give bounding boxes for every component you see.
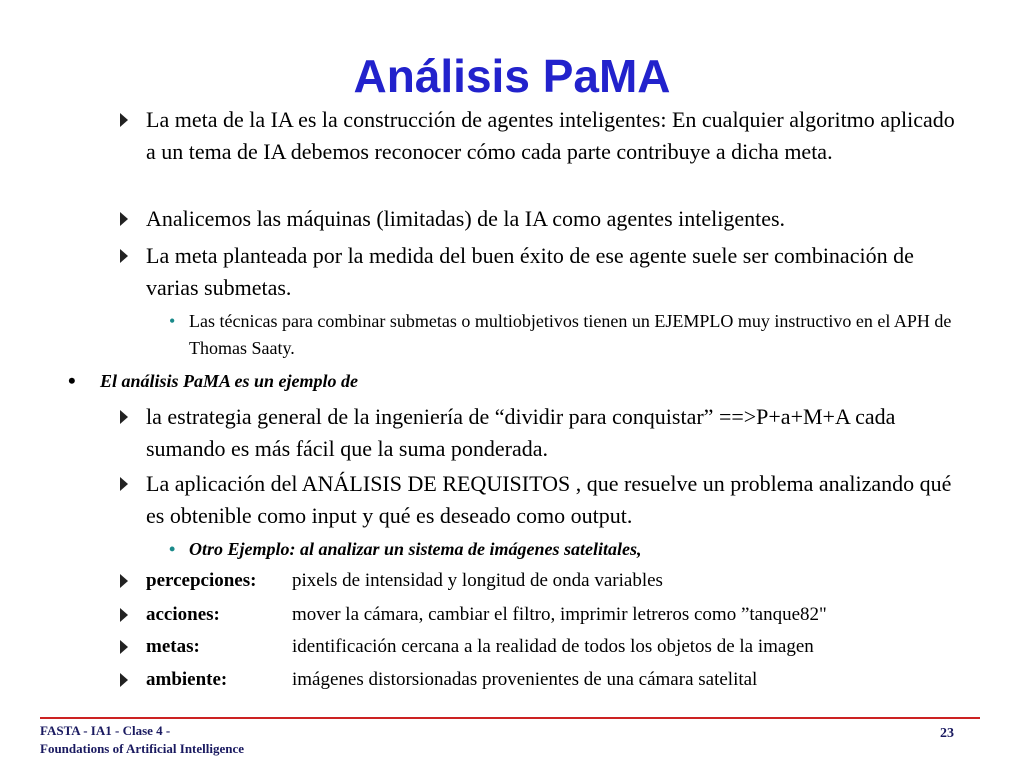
main-point: • El análisis PaMA es un ejemplo de	[68, 368, 359, 393]
item-metas: metas: identificación cercana a la realidad de todos los objetos de la imagen	[146, 633, 966, 661]
arrow-bullet-icon	[120, 574, 128, 588]
arrow-bullet-icon	[120, 410, 128, 424]
item-ambiente: ambiente: imágenes distorsionadas provenientes de una cámara satelital	[146, 666, 966, 694]
arrow-bullet-icon	[120, 673, 128, 687]
dot-bullet-icon: •	[169, 539, 176, 559]
bullet-2: Analicemos las máquinas (limitadas) de la IA como agentes inteligentes.	[146, 203, 966, 235]
footer-rule	[40, 717, 980, 719]
sub-bullet-saaty: • Las técnicas para combinar submetas o multiobjetivos tienen un EJEMPLO muy instructivo en el APH de Thomas Saaty.	[189, 308, 969, 362]
arrow-bullet-icon	[120, 212, 128, 226]
arrow-bullet-icon	[120, 477, 128, 491]
bullet-5: La aplicación del ANÁLISIS DE REQUISITOS , que resuelve un problema analizando qué es obtenible como input y qué es deseado como output.	[146, 468, 966, 532]
arrow-bullet-icon	[120, 640, 128, 654]
arrow-bullet-icon	[120, 608, 128, 622]
bullet-3: La meta planteada por la medida del buen éxito de ese agente suele ser combinación de varias submetas.	[146, 240, 966, 304]
item-acciones: acciones: mover la cámara, cambiar el filtro, imprimir letreros como ”tanque82"	[146, 601, 966, 629]
dot-bullet-icon: •	[169, 311, 176, 331]
dot-bullet-icon: •	[68, 368, 76, 393]
arrow-bullet-icon	[120, 249, 128, 263]
bullet-4: la estrategia general de la ingeniería de “dividir para conquistar” ==>P+a+M+A cada sumando es más fácil que la suma ponderada.	[146, 401, 966, 465]
bullet-1: La meta de la IA es la construcción de agentes inteligentes: En cualquier algoritmo aplicado a un tema de IA debemos reconocer cómo cada parte contribuye a dicha meta.	[146, 104, 966, 168]
arrow-bullet-icon	[120, 113, 128, 127]
page-number: 23	[940, 726, 954, 741]
item-percepciones: percepciones: pixels de intensidad y longitud de onda variables	[146, 567, 966, 595]
sub-bullet-example: • Otro Ejemplo: al analizar un sistema de imágenes satelitales,	[189, 536, 969, 563]
footer-text: FASTA - IA1 - Clase 4 - Foundations of Artificial Intelligence	[40, 723, 245, 756]
slide-title: Análisis PaMA	[353, 50, 671, 102]
